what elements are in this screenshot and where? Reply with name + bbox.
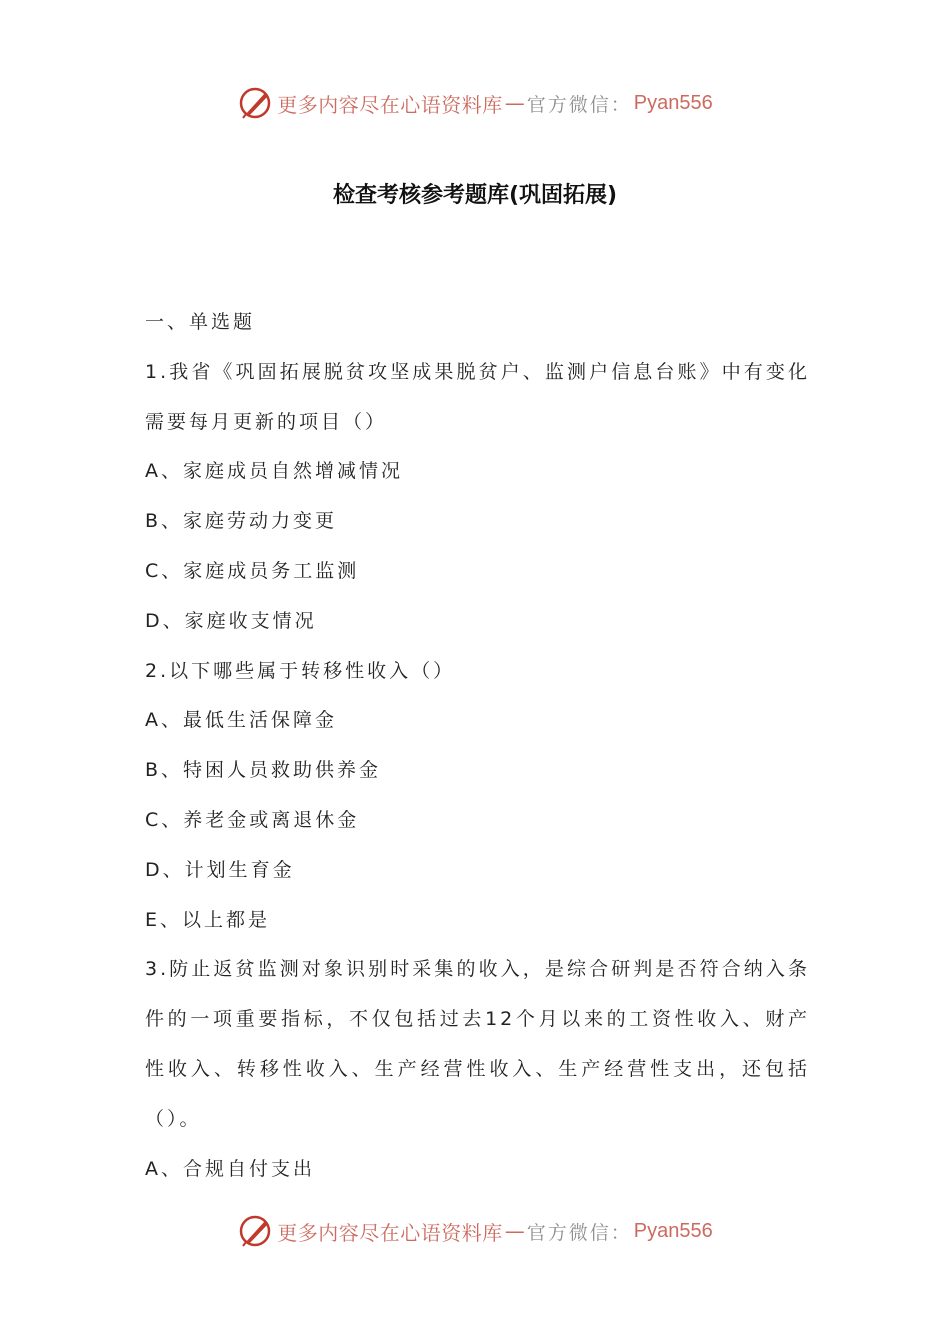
- document-body: [145, 298, 810, 1194]
- quill-logo-icon: [237, 85, 273, 121]
- banner-wechat-label: 官方微信：: [526, 1221, 632, 1244]
- option-item: A、合规自付支出: [145, 1157, 315, 1180]
- option-item: B、家庭劳动力变更: [145, 510, 338, 533]
- option-item: E、以上都是: [145, 908, 271, 931]
- banner-wechat-label: 官方微信：: [526, 93, 632, 116]
- section-heading: 一、单选题: [145, 311, 256, 333]
- banner-tagline: 更多内容尽在心语资料库: [277, 1220, 503, 1245]
- option-item: D、计划生育金: [145, 858, 295, 881]
- header-banner: [0, 83, 950, 123]
- option-item: C、家庭成员务工监测: [145, 559, 360, 582]
- banner-wechat-id: Pyan556: [633, 1219, 713, 1242]
- option-item: D、家庭收支情况: [145, 609, 317, 632]
- option-item: C、养老金或离退休金: [145, 808, 360, 831]
- banner-dash: —: [504, 1219, 525, 1243]
- option-item: A、最低生活保障金: [145, 709, 337, 732]
- question-text: 1.我省《巩固拓展脱贫攻坚成果脱贫户、监测户信息台账》中有变化需要每月更新的项目（）: [145, 360, 810, 433]
- option-item: A、家庭成员自然增减情况: [145, 460, 403, 483]
- banner-wechat-id: Pyan556: [633, 91, 713, 114]
- footer-banner: [0, 1211, 950, 1251]
- question-text: 3.防止返贫监测对象识别时采集的收入，是综合研判是否符合纳入条件的一项重要指标，不仅包括过去12个月以来的工资性收入、财产性收入、转移性收入、生产经营性收入、生产经营性支出，还包括（）。: [145, 958, 810, 1130]
- quill-logo-icon: [237, 1213, 273, 1249]
- document-title: 检查考核参考题库(巩固拓展): [332, 183, 618, 208]
- option-item: B、特困人员救助供养金: [145, 759, 382, 782]
- banner-tagline: 更多内容尽在心语资料库: [277, 92, 503, 117]
- question-text: 2.以下哪些属于转移性收入（）: [145, 659, 456, 682]
- banner-dash: —: [504, 91, 525, 115]
